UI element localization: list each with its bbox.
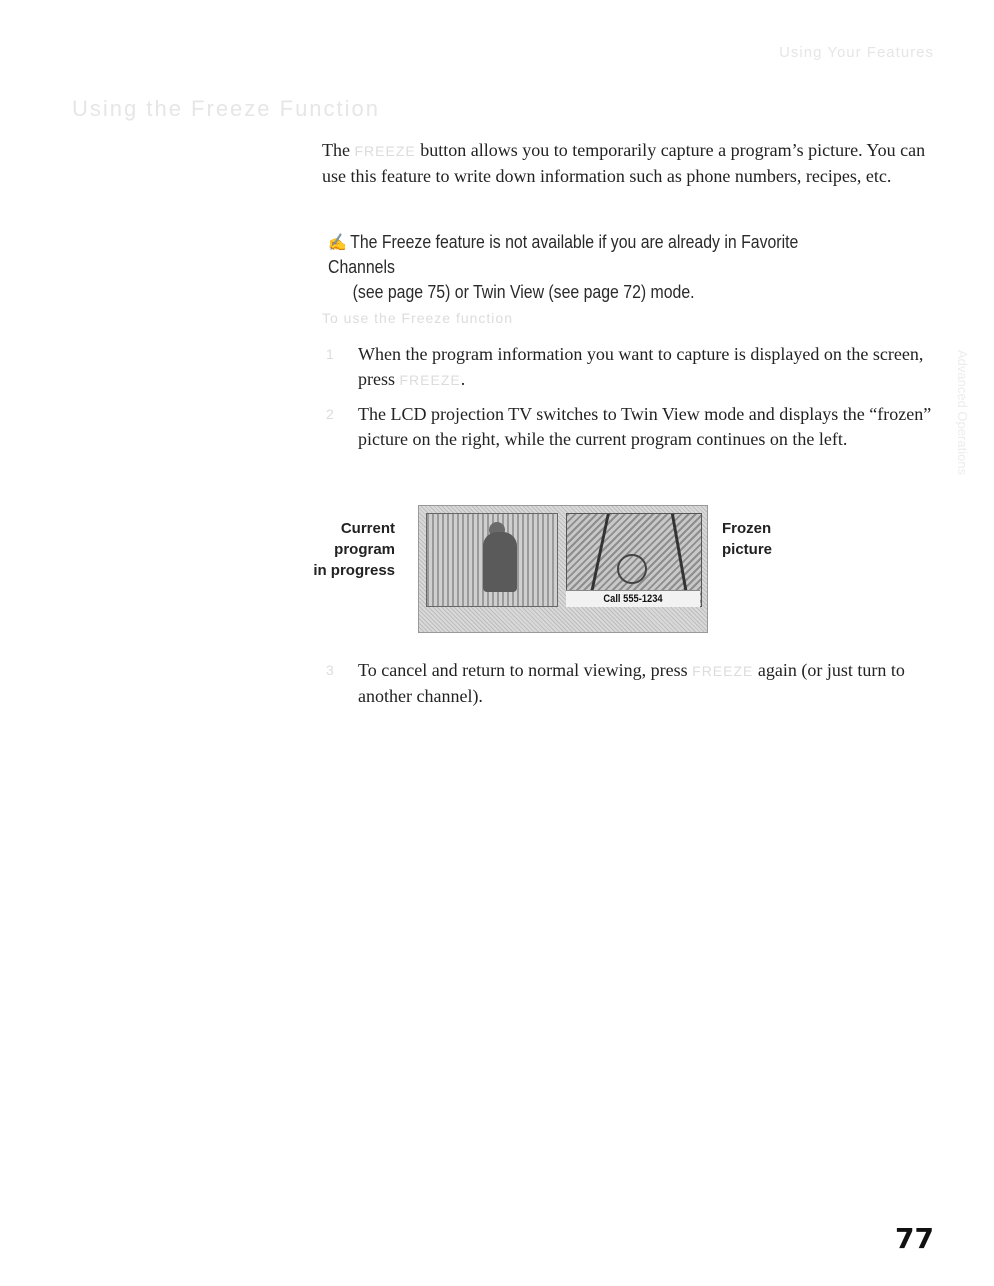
figure-label-line: Frozen [722, 520, 772, 537]
note-line-2: (see page 75) or Twin View (see page 72) mode. [352, 282, 695, 302]
step-text [358, 658, 932, 709]
step-number: 1 [326, 346, 335, 362]
intro-paragraph [322, 138, 932, 189]
intro-text-b: button allows you to temporarily capture a program’s picture. You can use this feature to write down information such as phone numbers, recipes, etc. [322, 140, 926, 186]
running-header: Using Your Features [779, 44, 934, 61]
figure-label-current [300, 518, 395, 581]
step-text-a: When the program information you want to capture is displayed on the screen, press [358, 344, 924, 389]
frozen-picture-banner [566, 590, 700, 607]
freeze-key-label: FREEZE [399, 372, 461, 388]
steps-heading: To use the Freeze function [322, 310, 513, 326]
figure-label-frozen [722, 518, 842, 560]
step-text [358, 342, 932, 393]
figure-label-line: program [334, 541, 395, 558]
figure-label-line: picture [722, 541, 773, 558]
figure-label-line: in progress [313, 562, 395, 579]
step-number: 3 [326, 662, 335, 678]
step-text-b: . [460, 369, 466, 389]
step-text: The LCD projection TV switches to Twin View mode and displays the “frozen” picture on the right, while the current program continues on the left. [358, 404, 932, 449]
step-text-a: To cancel and return to normal viewing, press [358, 660, 688, 680]
step-number: 2 [326, 406, 335, 422]
note-pencil-icon: ✍ [328, 233, 347, 252]
step-text-b: again (or just turn to another channel). [358, 660, 905, 706]
current-program-picture [426, 513, 558, 607]
figure-label-line: Current [340, 520, 395, 537]
side-tab-label: Advanced Operations [955, 350, 970, 476]
note [328, 230, 856, 305]
page-number: 77 [895, 1222, 934, 1255]
intro-text-a: The [322, 140, 350, 160]
side-tab [952, 350, 974, 510]
note-line-1: The Freeze feature is not available if you are already in Favorite Channels [328, 232, 799, 277]
banner-text: Call 555-1234 [603, 593, 663, 605]
section-title: Using the Freeze Function [72, 96, 381, 121]
freeze-key-label: FREEZE [692, 663, 754, 679]
freeze-key-label: FREEZE [354, 143, 416, 159]
